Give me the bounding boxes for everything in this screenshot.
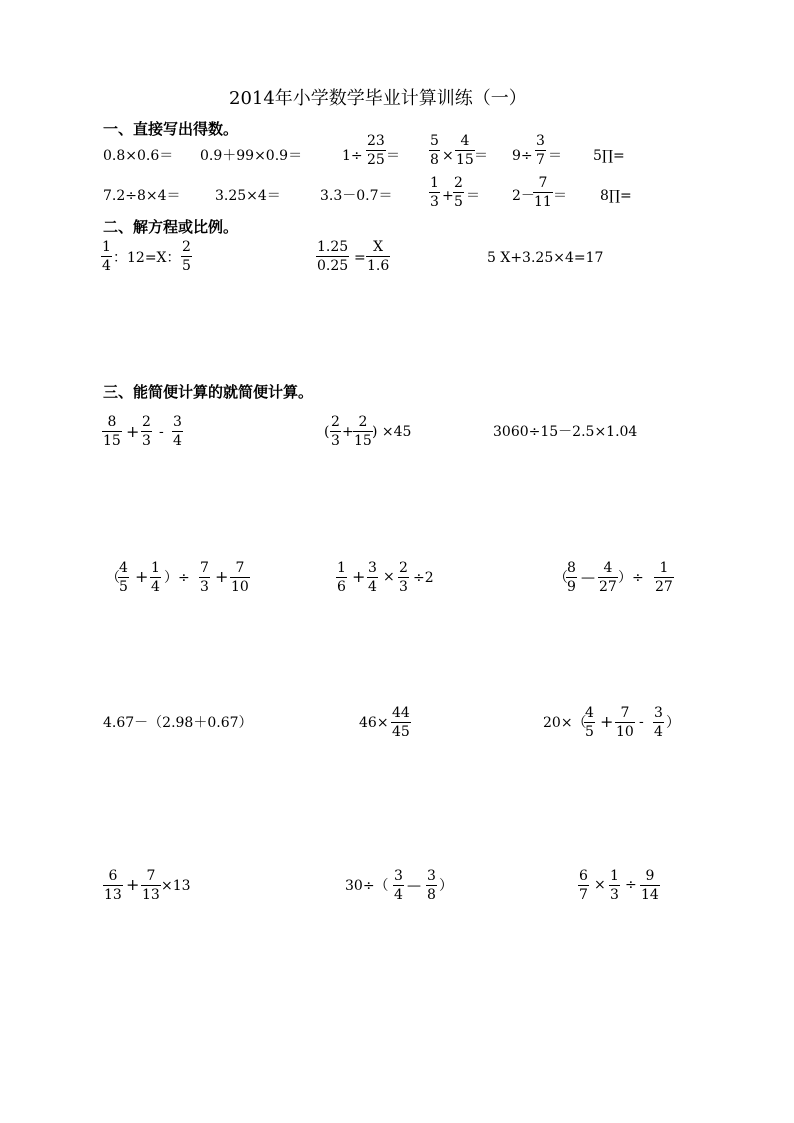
denominator: 13: [104, 887, 122, 903]
numerator: 1: [659, 560, 669, 576]
problem-3: 3060÷15－2.5×1.04: [493, 424, 638, 440]
fraction: [598, 560, 618, 595]
numerator: 7: [538, 175, 548, 191]
question-7: 7.2÷8×4＝: [103, 188, 181, 204]
denominator: 10: [231, 579, 249, 595]
fraction: [330, 414, 341, 449]
denominator: 9: [567, 579, 576, 595]
numerator: 3: [427, 868, 436, 884]
fraction: [230, 560, 250, 595]
question-9: 3.3－0.7＝: [320, 188, 393, 204]
denominator: 15: [456, 152, 474, 168]
equation-1-middle: ：12=X：: [113, 250, 181, 266]
numerator: 44: [392, 705, 410, 721]
numerator: 7: [620, 705, 630, 721]
denominator: 10: [616, 724, 634, 740]
fraction: [535, 133, 546, 168]
denominator: 15: [354, 433, 372, 449]
numerator: 3: [536, 133, 545, 149]
numerator: 1: [430, 175, 439, 191]
numerator: 2: [142, 414, 151, 430]
question-8: 3.25×4＝: [215, 188, 281, 204]
operator: ×: [442, 148, 454, 164]
operator: ÷: [625, 877, 637, 893]
fraction: [578, 868, 589, 903]
numerator: 5: [430, 133, 439, 149]
operator: +: [342, 424, 354, 440]
fraction: [103, 868, 123, 903]
denominator: 3: [610, 887, 619, 903]
fraction: [609, 868, 620, 903]
denominator: 3: [200, 579, 209, 595]
numerator: 4: [119, 560, 128, 576]
close-paren: ）: [666, 715, 680, 731]
denominator: 4: [151, 579, 160, 595]
problem-7: 4.67－（2.98＋0.67）: [103, 715, 253, 731]
numerator: 1: [102, 239, 111, 255]
denominator: 7: [536, 152, 545, 168]
denominator: 0.25: [317, 258, 349, 274]
denominator: 3: [331, 433, 340, 449]
question-5-equals: ＝: [548, 148, 562, 164]
operator: +: [126, 875, 140, 894]
operator: -: [159, 424, 164, 440]
denominator: 3: [142, 433, 151, 449]
numerator: 2: [182, 239, 191, 255]
question-4-equals: ＝: [474, 148, 488, 164]
fraction: [426, 868, 437, 903]
operator: ×: [383, 569, 395, 585]
question-3-equals: ＝: [386, 148, 400, 164]
numerator: 7: [200, 560, 209, 576]
fraction: [102, 414, 122, 449]
numerator: 3: [394, 868, 403, 884]
denominator: 5: [585, 724, 594, 740]
problem-8-prefix: 46×: [359, 715, 389, 731]
denominator: 1.6: [367, 258, 390, 274]
denominator: 4: [368, 579, 377, 595]
denominator: 45: [392, 724, 410, 740]
fraction: [101, 239, 112, 274]
fraction: [336, 560, 347, 595]
section-heading-equations: 二、解方程或比例。: [103, 218, 239, 236]
denominator: 13: [142, 887, 160, 903]
denominator: 14: [641, 887, 659, 903]
numerator: 6: [108, 868, 118, 884]
question-1: 0.8×0.6＝: [103, 148, 174, 164]
numerator: 6: [579, 868, 588, 884]
problem-9-prefix: 20×（: [543, 715, 587, 731]
numerator: 2: [454, 175, 463, 191]
numerator: 1.25: [317, 239, 349, 255]
question-5-prefix: 9÷: [512, 148, 533, 164]
denominator: 7: [579, 887, 588, 903]
numerator: 2: [358, 414, 368, 430]
question-2: 0.9＋99×0.9＝: [200, 148, 303, 164]
operator: +: [215, 567, 229, 586]
numerator: 7: [146, 868, 156, 884]
fraction: [366, 133, 386, 168]
denominator: 27: [599, 579, 617, 595]
denominator: 4: [102, 258, 111, 274]
fraction: [455, 133, 475, 168]
denominator: 8: [427, 887, 436, 903]
denominator: 4: [394, 887, 403, 903]
numerator: X: [373, 239, 384, 255]
numerator: 3: [654, 705, 663, 721]
denominator: 25: [367, 152, 385, 168]
problem-10-tail: ×13: [161, 878, 191, 894]
fraction: [353, 414, 373, 449]
fraction: [398, 560, 409, 595]
fraction: [181, 239, 192, 274]
numerator: 8: [107, 414, 117, 430]
equals-sign: =: [354, 250, 366, 266]
open-paren: (: [324, 424, 330, 440]
problem-2-tail: ) ×45: [372, 424, 412, 440]
problem-6-middle: ）÷: [618, 570, 644, 586]
numerator: 1: [610, 868, 619, 884]
open-paren: （: [554, 570, 568, 586]
denominator: 5: [182, 258, 191, 274]
operator: ×: [594, 877, 606, 893]
fraction: [393, 868, 404, 903]
fraction: [429, 175, 440, 210]
numerator: 3: [368, 560, 377, 576]
denominator: 5: [119, 579, 128, 595]
fraction: [653, 705, 664, 740]
operator: +: [135, 567, 149, 586]
question-11-prefix: 2－: [512, 188, 535, 204]
fraction: [316, 239, 349, 274]
denominator: 15: [103, 433, 121, 449]
question-12: 8∏=: [600, 188, 632, 204]
question-10-equals: ＝: [466, 188, 480, 204]
open-paren: （: [106, 570, 120, 586]
numerator: 3: [173, 414, 182, 430]
fraction: [141, 868, 161, 903]
numerator: 1: [337, 560, 346, 576]
operator: -: [639, 714, 644, 730]
denominator: 3: [399, 579, 408, 595]
page-title: 2014年小学数学毕业计算训练（一）: [229, 88, 527, 109]
operator: +: [352, 567, 366, 586]
fraction: [654, 560, 674, 595]
question-3-prefix: 1÷: [342, 148, 363, 164]
fraction: [391, 705, 411, 740]
section-heading-direct-answers: 一、直接写出得数。: [103, 120, 239, 138]
operator: +: [126, 422, 140, 441]
fraction: [429, 133, 440, 168]
fraction: [640, 868, 660, 903]
numerator: 4: [585, 705, 594, 721]
numerator: 4: [603, 560, 613, 576]
denominator: 8: [430, 152, 439, 168]
numerator: 7: [235, 560, 245, 576]
fraction: [172, 414, 183, 449]
fraction: [141, 414, 152, 449]
denominator: 3: [430, 194, 439, 210]
fraction: [199, 560, 210, 595]
numerator: 8: [567, 560, 576, 576]
numerator: 4: [460, 133, 470, 149]
question-6: 5∏=: [593, 148, 625, 164]
denominator: 4: [654, 724, 663, 740]
fraction: [367, 560, 378, 595]
fraction: [566, 560, 577, 595]
fraction: [150, 560, 161, 595]
operator: +: [600, 712, 614, 731]
fraction: [118, 560, 129, 595]
operator: +: [442, 188, 454, 204]
denominator: 11: [534, 194, 552, 210]
fraction: [453, 175, 464, 210]
denominator: 5: [454, 194, 463, 210]
problem-4-middle: ）÷: [164, 570, 190, 586]
close-paren: ）: [439, 878, 453, 894]
numerator: 2: [399, 560, 408, 576]
denominator: 4: [173, 433, 182, 449]
operator: —: [581, 570, 595, 586]
question-11-equals: ＝: [553, 188, 567, 204]
numerator: 2: [331, 414, 340, 430]
operator: —: [407, 878, 421, 894]
problem-11-prefix: 30÷（: [345, 878, 389, 894]
fraction: [615, 705, 635, 740]
denominator: 27: [655, 579, 673, 595]
numerator: 1: [151, 560, 160, 576]
fraction: [533, 175, 553, 210]
section-heading-simplify: 三、能简便计算的就简便计算。: [103, 383, 314, 401]
numerator: 9: [645, 868, 655, 884]
denominator: 6: [337, 579, 346, 595]
fraction: [584, 705, 595, 740]
fraction: [366, 239, 390, 274]
numerator: 23: [367, 133, 385, 149]
problem-5-tail: ÷2: [413, 570, 434, 586]
equation-3: 5 X+3.25×4=17: [487, 250, 604, 266]
